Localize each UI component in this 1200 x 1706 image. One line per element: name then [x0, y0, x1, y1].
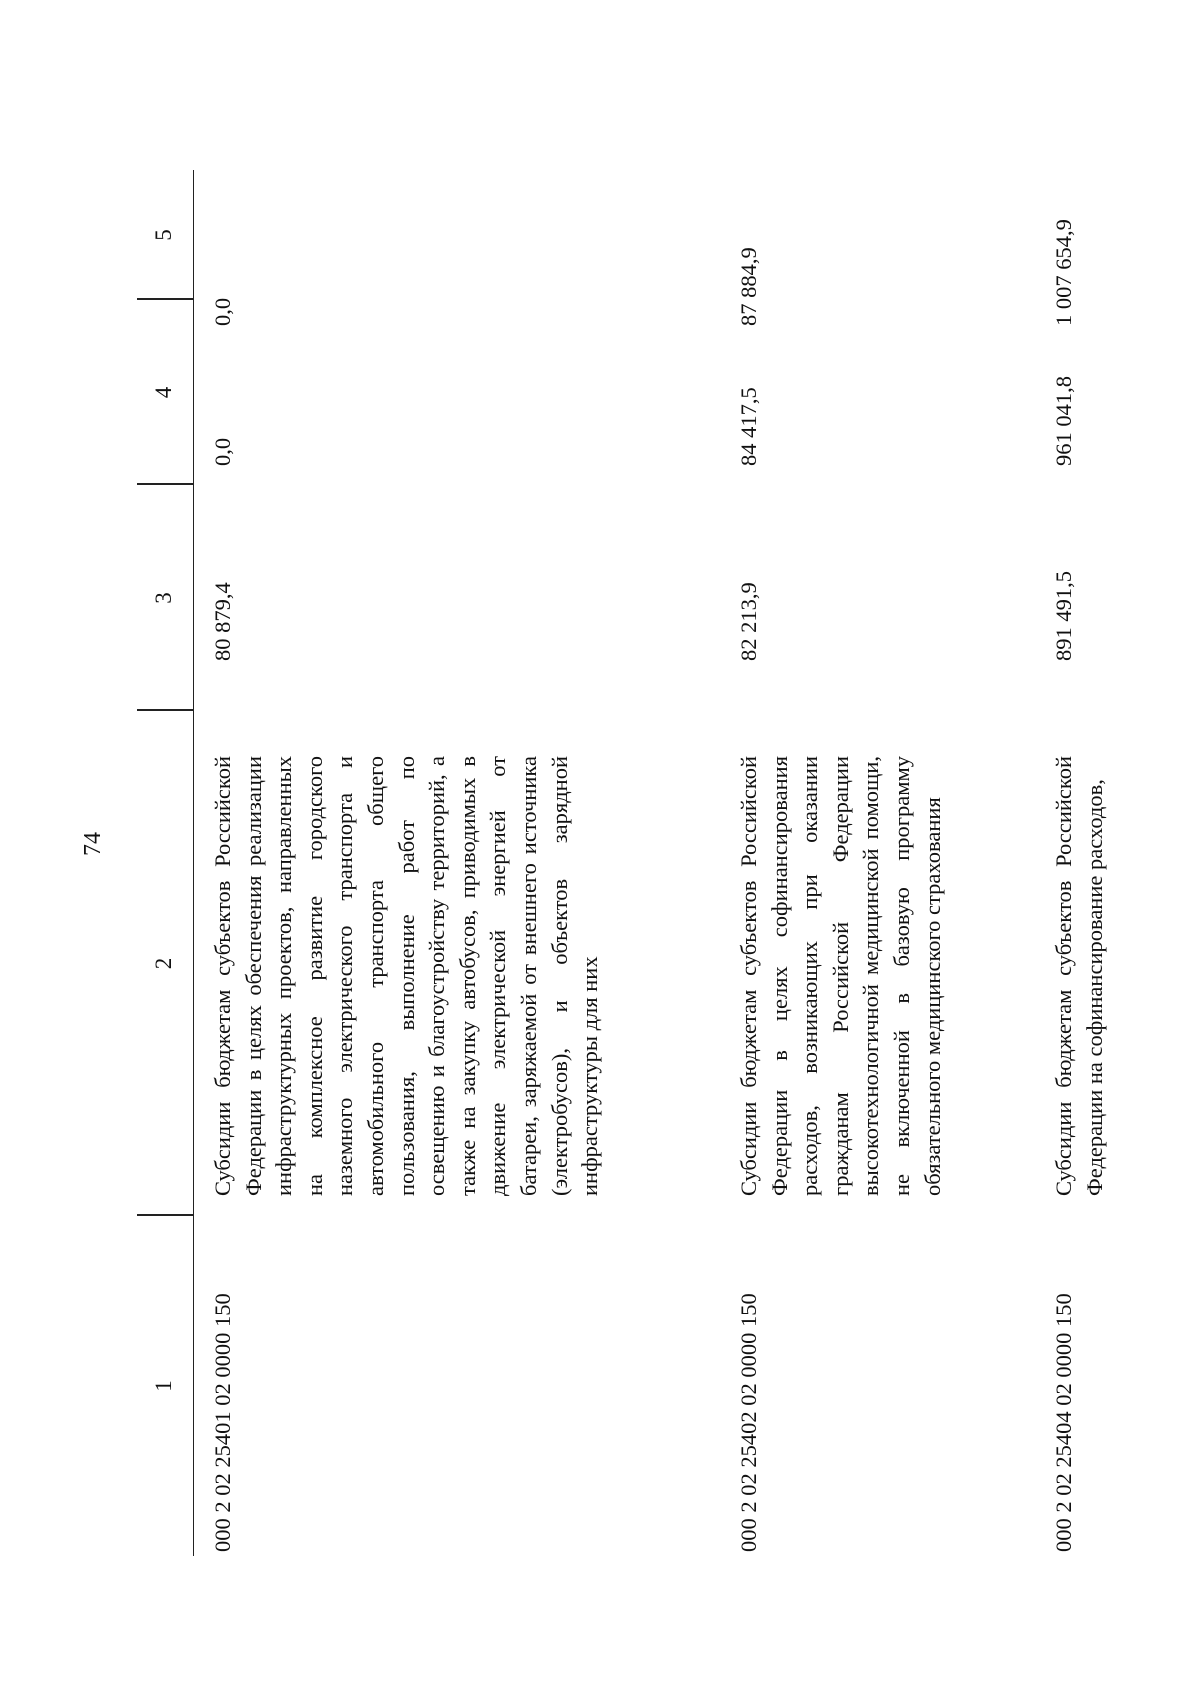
income-name: Субсидии бюджетам субъектов Российской Федерации в целях обеспечения реализации инфраструктурных проектов, направленных на комплексное развитие городского наземного электрического транспорта и автомобильного транспорта общего пользования, выполнение работ по освещению и благоустройству территорий, а также на закупку автобусов, приводимых в движение электрической энергией от батареи, заряжаемой от внешнего источника (электробусов), и объектов зарядной инфраструктуры для них	[210, 756, 603, 1196]
value-col-4: 961 041,8	[1051, 376, 1076, 466]
income-name: Субсидии бюджетам субъектов Российской Федерации в целях софинансирования расходов, возникающих при оказании гражданам Российской Федерации высокотехнологичной медицинской помощи, не включенной в базовую программу обязательного медицинского страхования	[736, 756, 945, 1196]
budget-code: 000 2 02 25404 02 0000 150	[1051, 1293, 1076, 1552]
header-col-2: 2	[151, 957, 176, 970]
header-col-1: 1	[151, 1380, 176, 1392]
header-col-3: 3	[151, 592, 176, 604]
value-col-4: 84 417,5	[736, 387, 761, 466]
value-col-3: 80 879,4	[210, 582, 235, 661]
value-col-5: 1 007 654,9	[1051, 219, 1076, 326]
value-col-3: 82 213,9	[736, 582, 761, 661]
table-header	[137, 170, 194, 1556]
value-col-5: 0,0	[210, 297, 235, 326]
value-col-5: 87 884,9	[736, 247, 761, 326]
value-col-4: 0,0	[210, 437, 235, 466]
header-col-4: 4	[151, 386, 176, 399]
income-name: Субсидии бюджетам субъектов Российской Федерации на софинансирование расходов,	[1051, 756, 1107, 1196]
value-col-3: 891 491,5	[1051, 571, 1076, 661]
page-number: 74	[80, 832, 106, 856]
header-col-5: 5	[151, 229, 176, 241]
budget-code: 000 2 02 25402 02 0000 150	[736, 1293, 761, 1552]
budget-code: 000 2 02 25401 02 0000 150	[210, 1293, 235, 1552]
